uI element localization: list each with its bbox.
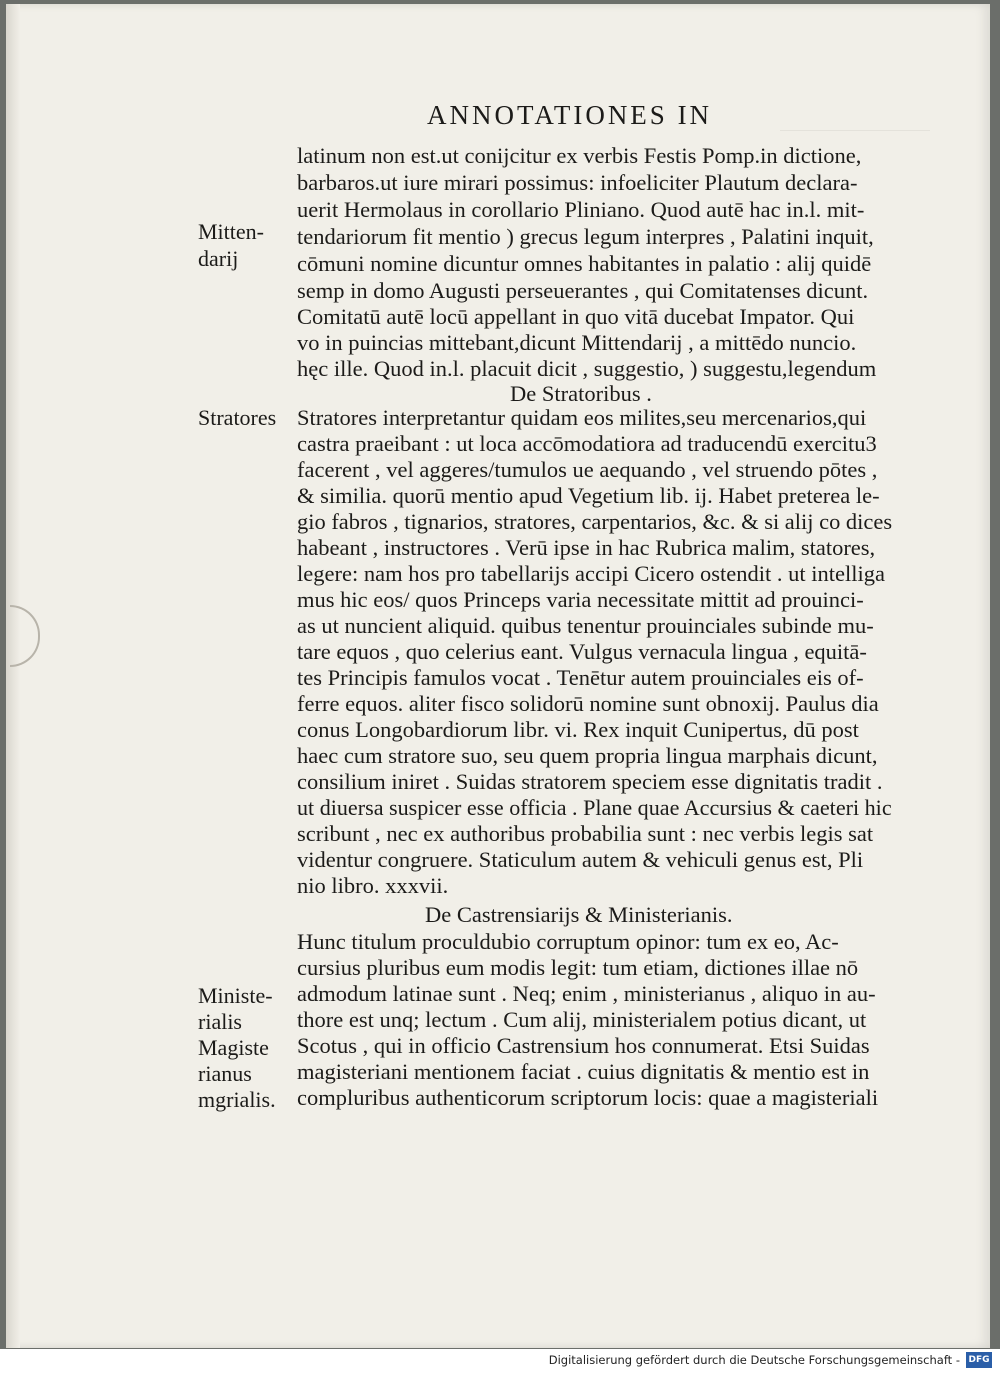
page-header: ANNOTATIONES IN xyxy=(427,100,713,130)
text-line: scribunt , nec ex authoribus probabilia sunt : nec verbis legis sat xyxy=(297,821,874,846)
text-line: ferre equos. aliter fisco solidorū nomine sunt obnoxij. Paulus dia xyxy=(297,691,879,716)
text-line: Stratores interpretantur quidam eos milites,seu mercenarios,qui xyxy=(297,405,867,430)
text-line: tare equos , quo celerius eant. Vulgus vernacula lingua , equitā- xyxy=(297,639,867,664)
digitization-footer xyxy=(0,1349,1000,1373)
section-heading: De Stratoribus . xyxy=(510,381,652,406)
text-line: magisteriani mentionem faciat . cuius dignitatis & mentio est in xyxy=(297,1059,870,1084)
text-line: mus hic eos/ quos Princeps varia necessitate mittit ad prouinci- xyxy=(297,587,864,612)
text-line: habeant , instructores . Verū ipse in hac Rubrica malim, statores, xyxy=(297,535,876,560)
text-line: hęc ille. Quod in.l. placuit dicit , suggestio, ) suggestu,legendum xyxy=(297,356,877,381)
margin-note: darij xyxy=(198,246,239,271)
text-line: tendariorum fit mentio ) grecus legum interpres , Palatini inquit, xyxy=(297,224,874,249)
dfg-logo: DFG xyxy=(966,1352,992,1368)
text-line: latinum non est.ut conijcitur ex verbis Festis Pomp.in dictione, xyxy=(297,143,862,168)
text-line: videntur congruere. Staticulum autem & vehiculi genus est, Pli xyxy=(297,847,864,872)
text-line: compluribus authenticorum scriptorum locis: quae a magisteriali xyxy=(297,1085,879,1110)
text-line: thore est unq; lectum . Cum alij, ministerialem potius dicant, ut xyxy=(297,1007,867,1032)
text-line: barbaros.ut iure mirari possimus: infoeliciter Plautum declara- xyxy=(297,170,858,195)
text-line: cōmuni nomine dicuntur omnes habitantes in palatio : alij quidē xyxy=(297,251,872,276)
text-line: conus Longobardiorum libr. vi. Rex inquit Cunipertus, dū post xyxy=(297,717,859,742)
margin-note: Stratores xyxy=(198,405,277,430)
text-line: tes Principis famulos vocat . Tenētur autem prouinciales eis of- xyxy=(297,665,864,690)
margin-note: mgrialis. xyxy=(198,1087,276,1112)
margin-note: rialis xyxy=(198,1009,242,1034)
text-line: uerit Hermolaus in corollario Pliniano. Quod autē hac in.l. mit- xyxy=(297,197,865,222)
text-line: Hunc titulum proculdubio corruptum opinor: tum ex eo, Ac- xyxy=(297,929,839,954)
text-line: as ut nuncient aliquid. quibus tenentur prouinciales subinde mu- xyxy=(297,613,874,638)
text-line: vo in puincias mittebant,dicunt Mittendarij , a mittēdo nuncio. xyxy=(297,330,857,355)
margin-note: Mitten- xyxy=(198,219,264,244)
text-line: & similia. quorū mentio apud Vegetium lib. ij. Habet preterea le- xyxy=(297,483,880,508)
page-edge xyxy=(6,4,20,1348)
text-line: admodum latinae sunt . Neq; enim , ministerianus , aliquo in au- xyxy=(297,981,876,1006)
margin-note: rianus xyxy=(198,1061,252,1086)
text-line: Comitatū autē locū appellant in quo vitā ducebat Impator. Qui xyxy=(297,304,855,329)
section-heading: De Castrensiarijs & Ministerianis. xyxy=(425,902,733,927)
text-line: cursius pluribus eum modis legit: tum etiam, dictiones illae nō xyxy=(297,955,859,980)
show-through xyxy=(780,100,930,131)
text-line: semp in domo Augusti perseuerantes , qui Comitatenses dicunt. xyxy=(297,278,869,303)
margin-note: Ministe- xyxy=(198,983,273,1008)
text-line: haec cum stratore suo, seu quem propria lingua marphais dicunt, xyxy=(297,743,878,768)
footer-text: Digitalisierung gefördert durch die Deutsche Forschungsgemeinschaft - xyxy=(548,1353,960,1367)
text-line: ut diuersa suspicer esse officia . Plane quae Accursius & caeteri hic xyxy=(297,795,892,820)
text-line: nio libro. xxxvii. xyxy=(297,873,449,898)
text-line: gio fabros , tignarios, stratores, carpentarios, &c. & si alij co dices xyxy=(297,509,893,534)
text-line: legere: nam hos pro tabellarijs accipi Cicero ostendit . ut intelliga xyxy=(297,561,885,586)
margin-note: Magiste xyxy=(198,1035,269,1060)
text-line: Scotus , qui in officio Castrensium hos connumerat. Etsi Suidas xyxy=(297,1033,870,1058)
text-line: facerent , vel aggeres/tumulos ue aequando , vel struendo pōtes , xyxy=(297,457,878,482)
text-line: consilium iniret . Suidas stratorem speciem esse dignitatis tradit . xyxy=(297,769,883,794)
text-line: castra praeibant : ut loca accōmodatiora ad traducendū exercitu3 xyxy=(297,431,877,456)
